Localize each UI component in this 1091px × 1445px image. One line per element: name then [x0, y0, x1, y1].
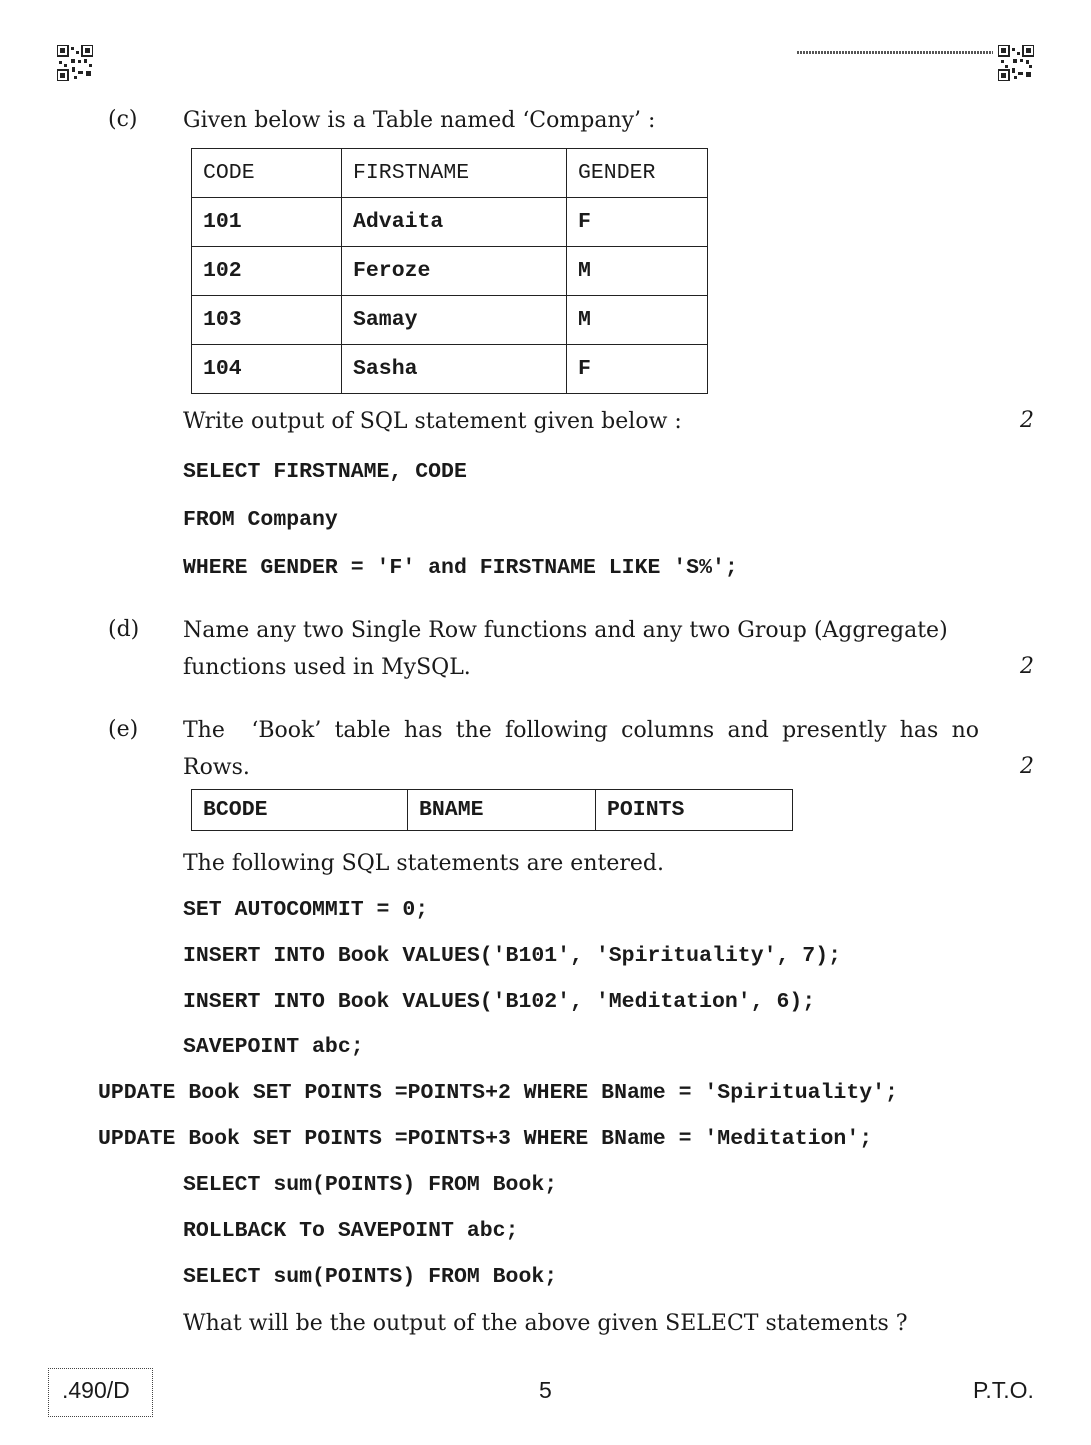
question-e-line2: Rows. [183, 755, 250, 780]
company-table [191, 148, 708, 394]
table-cell: 104 [192, 345, 342, 394]
table-cell: Samay [342, 296, 567, 345]
question-label-c: (c) [108, 107, 138, 132]
sql-line: UPDATE Book SET POINTS =POINTS+3 WHERE BName = 'Meditation'; [98, 1127, 873, 1151]
marks-c: 2 [1020, 408, 1034, 433]
table-header-cell: BCODE [192, 790, 408, 831]
table-header-row [192, 149, 708, 198]
sql-line: SAVEPOINT abc; [183, 1035, 364, 1059]
table-cell: 103 [192, 296, 342, 345]
page-number: 5 [539, 1377, 552, 1403]
paper-code: .490/D [62, 1377, 130, 1403]
table-cell: Advaita [342, 198, 567, 247]
question-c-intro: Given below is a Table named ‘Company’ : [183, 108, 656, 133]
table-cell: Feroze [342, 247, 567, 296]
qr-code-icon [57, 45, 93, 81]
table-header-cell: POINTS [596, 790, 793, 831]
qr-code-icon [998, 45, 1034, 81]
table-cell: M [567, 247, 708, 296]
sql-line: INSERT INTO Book VALUES('B101', 'Spirituality', 7); [183, 944, 842, 968]
table-cell: Sasha [342, 345, 567, 394]
table-header-row [192, 790, 793, 831]
table-header-cell: FIRSTNAME [342, 149, 567, 198]
table-row [192, 198, 708, 247]
book-table [191, 789, 793, 831]
question-c-prompt: Write output of SQL statement given below : [183, 409, 682, 434]
sql-line: SELECT sum(POINTS) FROM Book; [183, 1265, 558, 1289]
marks-d: 2 [1020, 654, 1034, 679]
sql-line: INSERT INTO Book VALUES('B102', 'Meditation', 6); [183, 990, 816, 1014]
micro-text-strip [797, 51, 993, 54]
table-row [192, 247, 708, 296]
table-cell: 101 [192, 198, 342, 247]
table-header-cell: GENDER [567, 149, 708, 198]
pto-label: P.T.O. [973, 1377, 1034, 1403]
sql-line: UPDATE Book SET POINTS =POINTS+2 WHERE BName = 'Spirituality'; [98, 1081, 898, 1105]
statements-intro: The following SQL statements are entered. [183, 851, 664, 876]
table-header-cell: BNAME [408, 790, 596, 831]
question-e-line1: The ‘Book’ table has the following columns and presently has no [183, 718, 979, 743]
table-cell: M [567, 296, 708, 345]
sql-line: WHERE GENDER = 'F' and FIRSTNAME LIKE 'S%'; [183, 556, 738, 580]
table-row [192, 345, 708, 394]
table-cell: F [567, 345, 708, 394]
marks-e: 2 [1020, 754, 1034, 779]
question-d-line1: Name any two Single Row functions and any two Group (Aggregate) [183, 618, 948, 643]
table-row [192, 296, 708, 345]
question-label-e: (e) [108, 717, 139, 742]
question-label-d: (d) [108, 617, 140, 642]
table-cell: 102 [192, 247, 342, 296]
sql-line: ROLLBACK To SAVEPOINT abc; [183, 1219, 519, 1243]
sql-line: SELECT sum(POINTS) FROM Book; [183, 1173, 558, 1197]
sql-line: FROM Company [183, 508, 338, 532]
table-header-cell: CODE [192, 149, 342, 198]
question-e-final: What will be the output of the above given SELECT statements ? [183, 1311, 908, 1336]
sql-line: SELECT FIRSTNAME, CODE [183, 460, 467, 484]
table-cell: F [567, 198, 708, 247]
sql-line: SET AUTOCOMMIT = 0; [183, 898, 429, 922]
question-d-line2: functions used in MySQL. [183, 655, 471, 680]
